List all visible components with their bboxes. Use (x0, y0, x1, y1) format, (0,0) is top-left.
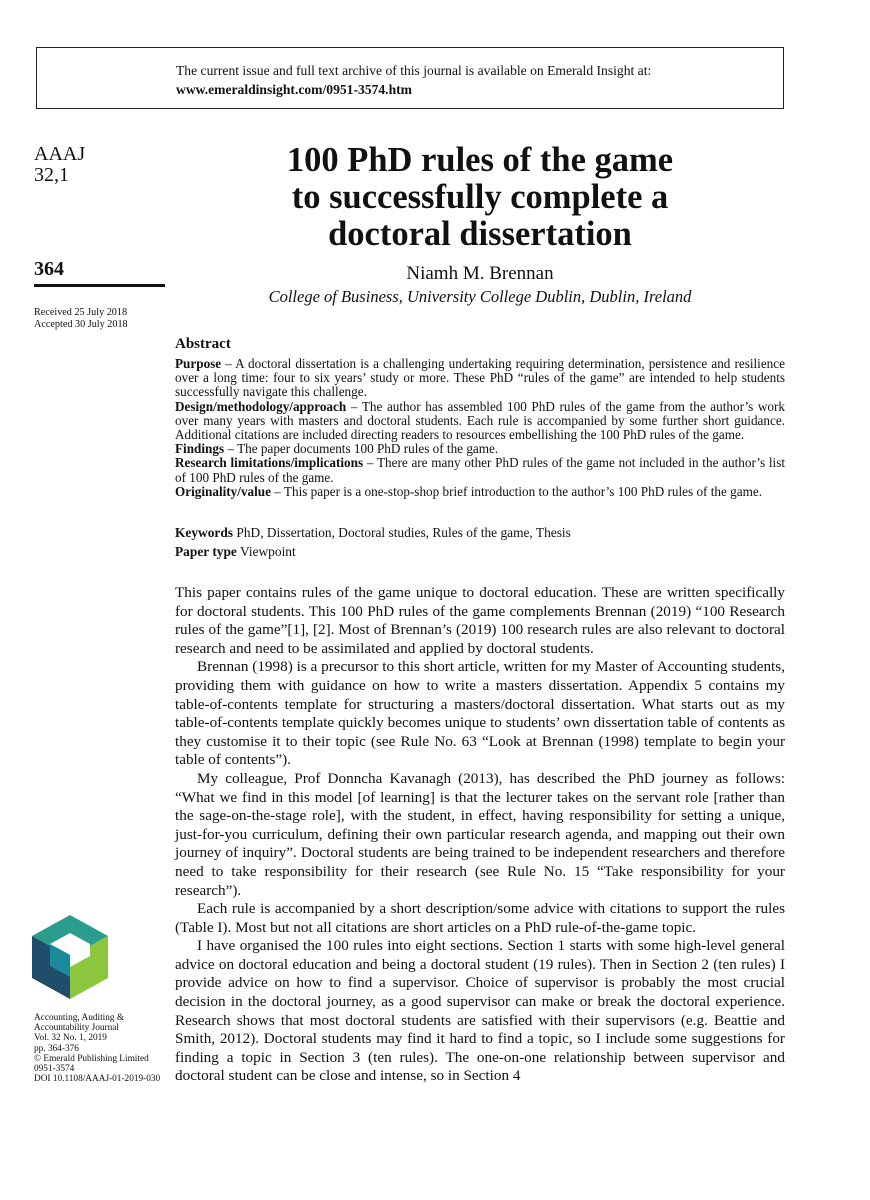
abstract-heading: Abstract (175, 336, 231, 352)
abstract-text: – There are many other PhD rules of the game not included in the author’s list of 100 PhD rules of the game. (175, 455, 785, 485)
title-line: 100 PhD rules of the game (286, 141, 674, 179)
title-line: doctoral dissertation (328, 215, 632, 253)
author-affiliation: College of Business, University College Dublin, Dublin, Ireland (268, 287, 692, 306)
keywords-label: Keywords (175, 525, 234, 540)
body-paragraph: This paper contains rules of the game unique to doctoral education. These are written specifically for doctoral students. This 100 PhD rules of the game complements Brennan (2019) “100 Research rules of the game”[1], [2]. Most of Brennan’s (2019) 100 research rules are also relevant to doctoral research and need to be assimilated and applied by doctoral students. (175, 584, 785, 657)
body-paragraph: I have organised the 100 rules into eight sections. Section 1 starts with some high-level general advice on doctoral education and being a doctoral student (19 rules). Then in Section 2 (ten rules) I provide advice on how to find a supervisor. Choice of supervisor is probably the most crucial decision in the doctoral journey, as a good supervisor can make or break the doctoral experience. Research shows that most doctoral students are satisfied with their supervisors (e.g. Beattie and Smith, 2012). Doctoral students may find it hard to find a topic, so I include some suggestions for finding a topic in Section 3 (ten rules). The one-on-one relationship between supervisor and doctoral student can be close and intense, so in Section 4 (175, 937, 785, 1085)
page-number-rule (34, 284, 165, 287)
citation-line: pp. 364-376 (34, 1043, 79, 1054)
body-paragraph: Brennan (1998) is a precursor to this short article, written for my Master of Accounting students, providing them with guidance on how to write a masters dissertation. Appendix 5 contains my table-of-contents template for structuring a masters/doctoral dissertation. What starts out as my table-of-contents template quickly becomes unique to students’ own dissertation table of contents as they customise it to their topic (see Rule No. 63 “Look at Brennan (1998) template to begin your table of contents”). (175, 658, 785, 769)
abstract-text: – A doctoral dissertation is a challenging undertaking requiring determination, persistence and resilience over a long time: four to six years’ study or more. These PhD “rules of the game” are intended to help students successfully navigate this challenge. (175, 356, 785, 400)
received-date: Received 25 July 2018 (34, 307, 128, 318)
banner-url[interactable]: www.emeraldinsight.com/0951-3574.htm (176, 82, 412, 97)
journal-abbrev: AAAJ (34, 143, 86, 165)
author-name: Niamh M. Brennan (406, 263, 554, 284)
accepted-date: Accepted 30 July 2018 (34, 319, 128, 330)
title-line: to successfully complete a (291, 178, 669, 216)
abstract-section (175, 442, 785, 456)
citation-line: Accountability Journal (34, 1023, 119, 1034)
paper-type (175, 544, 785, 560)
citation-line: DOI 10.1108/AAAJ-01-2019-030 (34, 1074, 161, 1085)
paper-type-label: Paper type (175, 544, 237, 559)
abstract-label: Findings (175, 441, 225, 457)
abstract-section (175, 485, 785, 499)
emerald-logo-icon (32, 915, 108, 999)
journal-access-banner (36, 47, 784, 109)
article-title (176, 142, 784, 253)
keywords (175, 525, 785, 541)
abstract-text: – This paper is a one-stop-shop brief introduction to the author’s 100 PhD rules of the game. (270, 483, 763, 499)
keywords-text: PhD, Dissertation, Doctoral studies, Rules of the game, Thesis (233, 525, 571, 540)
page-number: 364 (34, 258, 64, 280)
abstract-section (175, 456, 785, 484)
journal-citation (34, 1013, 169, 1084)
abstract-body (175, 357, 785, 499)
volume-issue: 32,1 (34, 164, 69, 186)
citation-line: 0951-3574 (34, 1064, 75, 1075)
banner-notice: The current issue and full text archive of this journal is available on Emerald Insight at: (176, 63, 652, 78)
body-paragraph: Each rule is accompanied by a short description/some advice with citations to support the rules (Table I). Most but not all citations are short articles on a PhD rule-of-the-game topic. (175, 900, 785, 936)
citation-line: Accounting, Auditing & (34, 1013, 125, 1023)
body-paragraph: My colleague, Prof Donncha Kavanagh (2013), has described the PhD journey as follows: “What we find in this model [of learning] is that the lecturer takes on the servant role [rather than the sage-on-the-stage role], with the student, in effect, having responsibility for setting a unique, just-for-you curriculum, defining their own particular research agenda, and mapping out their own journey of inquiry”. Doctoral students are being trained to be independent researchers and therefore need to take responsibility for their research (see Rule No. 15 “Take responsibility for your research”). (175, 769, 785, 899)
citation-line: Vol. 32 No. 1, 2019 (34, 1033, 107, 1044)
journal-code (34, 144, 169, 186)
article-dates (34, 307, 169, 331)
article-body (175, 584, 785, 1086)
abstract-section (175, 400, 785, 443)
abstract-text: – The author has assembled 100 PhD rules of the game from the author’s work over many years with masters and doctoral students. Each rule is accompanied by some further short guidance. Additional citations are included directing readers to resources embellishing the 100 PhD rules of the game. (175, 398, 785, 443)
abstract-label: Purpose (175, 356, 222, 371)
citation-line: © Emerald Publishing Limited (34, 1053, 149, 1064)
abstract-label: Originality/value (175, 483, 271, 499)
abstract-label: Design/methodology/approach (175, 398, 347, 414)
abstract-text: – The paper documents 100 PhD rules of the game. (224, 441, 499, 457)
abstract-label: Research limitations/implications (175, 455, 364, 471)
paper-type-text: Viewpoint (236, 544, 296, 559)
abstract-section (175, 357, 785, 400)
